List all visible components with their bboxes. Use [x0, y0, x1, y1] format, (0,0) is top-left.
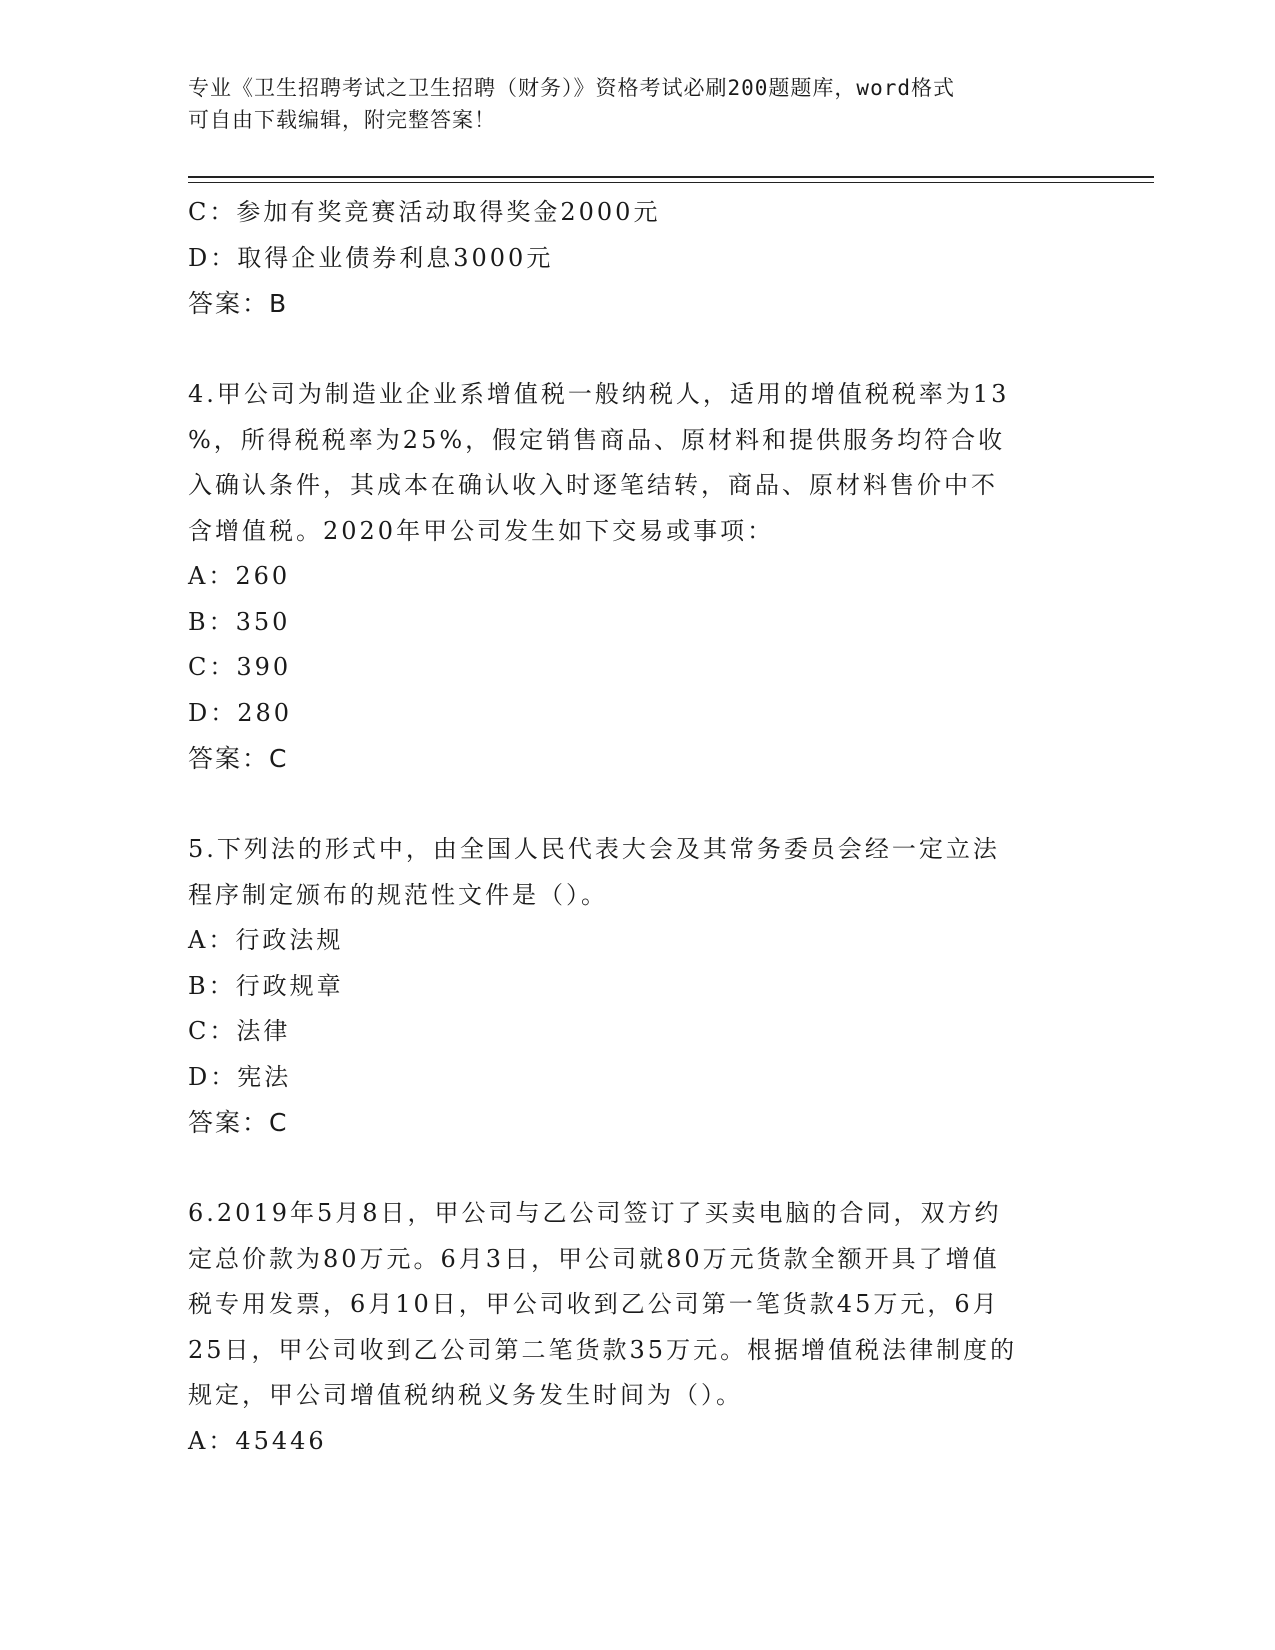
answer-line: 答案：C	[188, 744, 289, 773]
question-4	[188, 372, 1088, 782]
question-3	[188, 190, 1088, 327]
option-d: D：取得企业债券利息3000元	[188, 243, 554, 272]
option-c: C：参加有奖竞赛活动取得奖金2000元	[188, 198, 661, 226]
question-stem-line: 25日，甲公司收到乙公司第二笔货款35万元。根据增值税法律制度的	[188, 1335, 1018, 1364]
option-d: D：宪法	[188, 1062, 292, 1091]
question-stem-line: 入确认条件，其成本在确认收入时逐笔结转，商品、原材料售价中不	[188, 471, 998, 499]
question-stem-line: %，所得税税率为25%，假定销售商品、原材料和提供服务均符合收	[188, 425, 1006, 454]
question-stem-line: 规定，甲公司增值税纳税义务发生时间为（）。	[188, 1381, 743, 1409]
question-5	[188, 827, 1088, 1146]
spacer	[188, 782, 1088, 828]
option-a: A：45446	[188, 1426, 327, 1455]
question-stem-line: 5.下列法的形式中，由全国人民代表大会及其常务委员会经一定立法	[188, 835, 1000, 863]
spacer	[188, 1146, 1088, 1192]
option-b: B：行政规章	[188, 971, 344, 1000]
header-line-1: 专业《卫生招聘考试之卫生招聘（财务）》资格考试必刷200题题库，word格式	[188, 76, 955, 100]
question-stem-line: 定总价款为80万元。6月3日，甲公司就80万元货款全额开具了增值	[188, 1244, 1000, 1273]
question-stem-line: 6.2019年5月8日，甲公司与乙公司签订了买卖电脑的合同，双方约	[188, 1199, 1002, 1227]
question-stem-line: 含增值税。2020年甲公司发生如下交易或事项：	[188, 516, 775, 545]
header-divider-thick	[188, 176, 1154, 178]
question-list	[188, 190, 1088, 1464]
question-stem-line: 4.甲公司为制造业企业系增值税一般纳税人，适用的增值税税率为13	[188, 380, 1010, 408]
option-a: A：260	[188, 562, 291, 590]
option-b: B：350	[188, 607, 291, 636]
document-header	[188, 72, 1068, 136]
question-6	[188, 1191, 1088, 1464]
spacer	[188, 327, 1088, 373]
header-divider-thin	[188, 182, 1154, 183]
question-stem-line: 程序制定颁布的规范性文件是（）。	[188, 880, 608, 909]
option-a: A：行政法规	[188, 926, 344, 954]
option-d: D：280	[188, 698, 293, 727]
option-c: C：法律	[188, 1017, 291, 1045]
question-stem-line: 税专用发票，6月10日，甲公司收到乙公司第一笔货款45万元，6月	[188, 1290, 1000, 1318]
header-line-2: 可自由下载编辑，附完整答案！	[188, 108, 496, 132]
answer-line: 答案：C	[188, 1108, 289, 1137]
answer-line: 答案：B	[188, 289, 289, 318]
option-c: C：390	[188, 653, 292, 681]
